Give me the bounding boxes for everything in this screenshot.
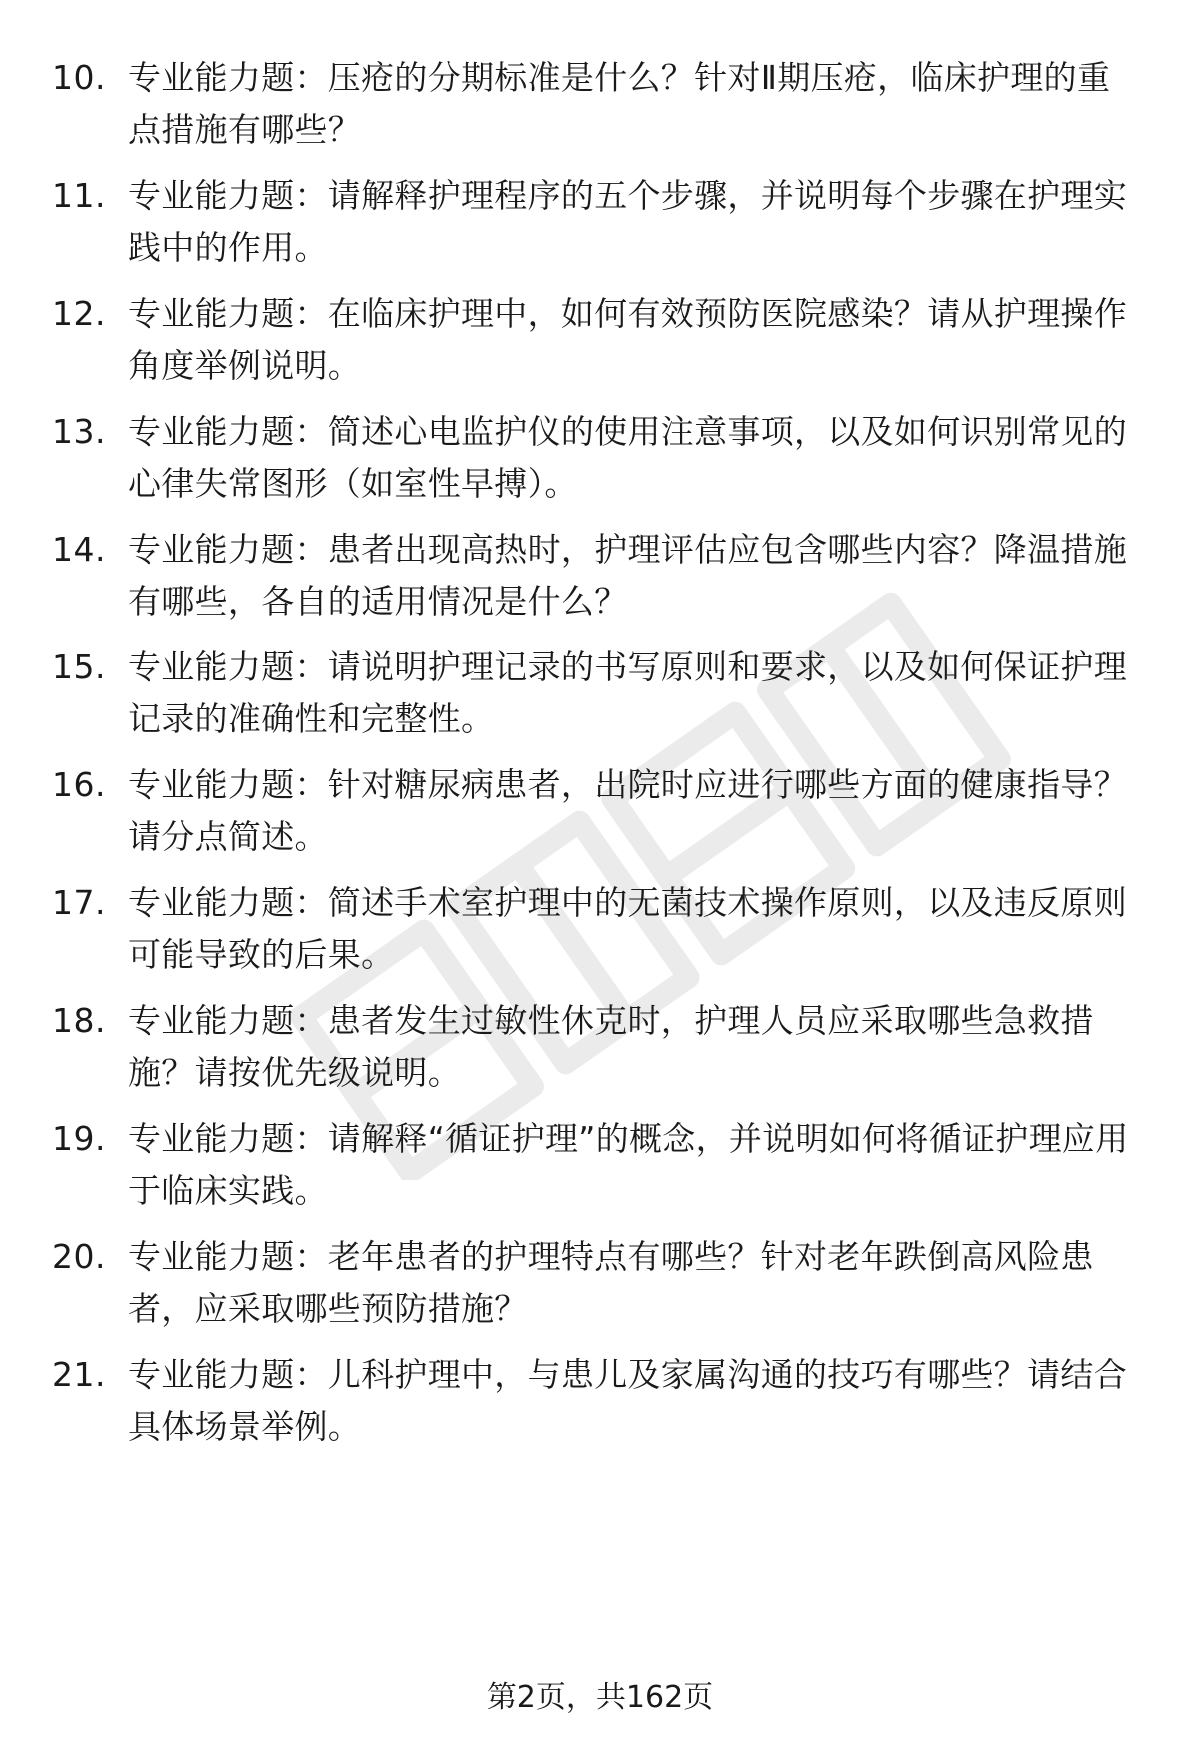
- question-number: 14.: [52, 530, 106, 569]
- question-text: 专业能力题：简述手术室护理中的无菌技术操作原则，以及违反原则可能导致的后果。: [128, 883, 1127, 974]
- question-text: 专业能力题：压疮的分期标准是什么？针对Ⅱ期压疮，临床护理的重点措施有哪些？: [128, 58, 1111, 149]
- question-text: 专业能力题：针对糖尿病患者，出院时应进行哪些方面的健康指导？请分点简述。: [128, 765, 1127, 856]
- question-number: 15.: [52, 647, 106, 686]
- question-number: 16.: [52, 765, 106, 804]
- question-item: [0, 641, 1200, 745]
- question-item: [0, 288, 1200, 392]
- question-item: [0, 1231, 1200, 1335]
- question-number: 18.: [52, 1001, 106, 1040]
- question-item: [0, 1349, 1200, 1453]
- question-item: [0, 170, 1200, 274]
- page-number-footer: 第2页，共162页: [486, 1680, 714, 1715]
- question-item: [0, 1113, 1200, 1217]
- question-text: 专业能力题：请解释“循证护理”的概念，并说明如何将循证护理应用于临床实践。: [128, 1119, 1129, 1210]
- question-text: 专业能力题：老年患者的护理特点有哪些？针对老年跌倒高风险患者，应采取哪些预防措施？: [128, 1237, 1094, 1328]
- question-item: [0, 877, 1200, 981]
- question-item: [0, 524, 1200, 628]
- question-number: 17.: [52, 883, 106, 922]
- question-item: [0, 759, 1200, 863]
- question-text: 专业能力题：儿科护理中，与患儿及家属沟通的技巧有哪些？请结合具体场景举例。: [128, 1355, 1127, 1446]
- question-text: 专业能力题：请解释护理程序的五个步骤，并说明每个步骤在护理实践中的作用。: [128, 176, 1127, 267]
- question-number: 10.: [52, 58, 106, 97]
- question-item: [0, 995, 1200, 1099]
- question-number: 12.: [52, 294, 106, 333]
- question-item: [0, 52, 1200, 156]
- question-item: [0, 406, 1200, 510]
- question-text: 专业能力题：在临床护理中，如何有效预防医院感染？请从护理操作角度举例说明。: [128, 294, 1127, 385]
- question-text: 专业能力题：患者出现高热时，护理评估应包含哪些内容？降温措施有哪些，各自的适用情况是什么？: [128, 530, 1127, 621]
- question-text: 专业能力题：简述心电监护仪的使用注意事项，以及如何识别常见的心律失常图形（如室性早搏）。: [128, 412, 1127, 503]
- question-number: 20.: [52, 1237, 106, 1276]
- question-text: 专业能力题：请说明护理记录的书写原则和要求，以及如何保证护理记录的准确性和完整性。: [128, 647, 1127, 738]
- question-number: 21.: [52, 1355, 106, 1394]
- question-number: 19.: [52, 1119, 106, 1158]
- question-number: 11.: [52, 176, 106, 215]
- question-number: 13.: [52, 412, 106, 451]
- question-text: 专业能力题：患者发生过敏性休克时，护理人员应采取哪些急救措施？请按优先级说明。: [128, 1001, 1094, 1092]
